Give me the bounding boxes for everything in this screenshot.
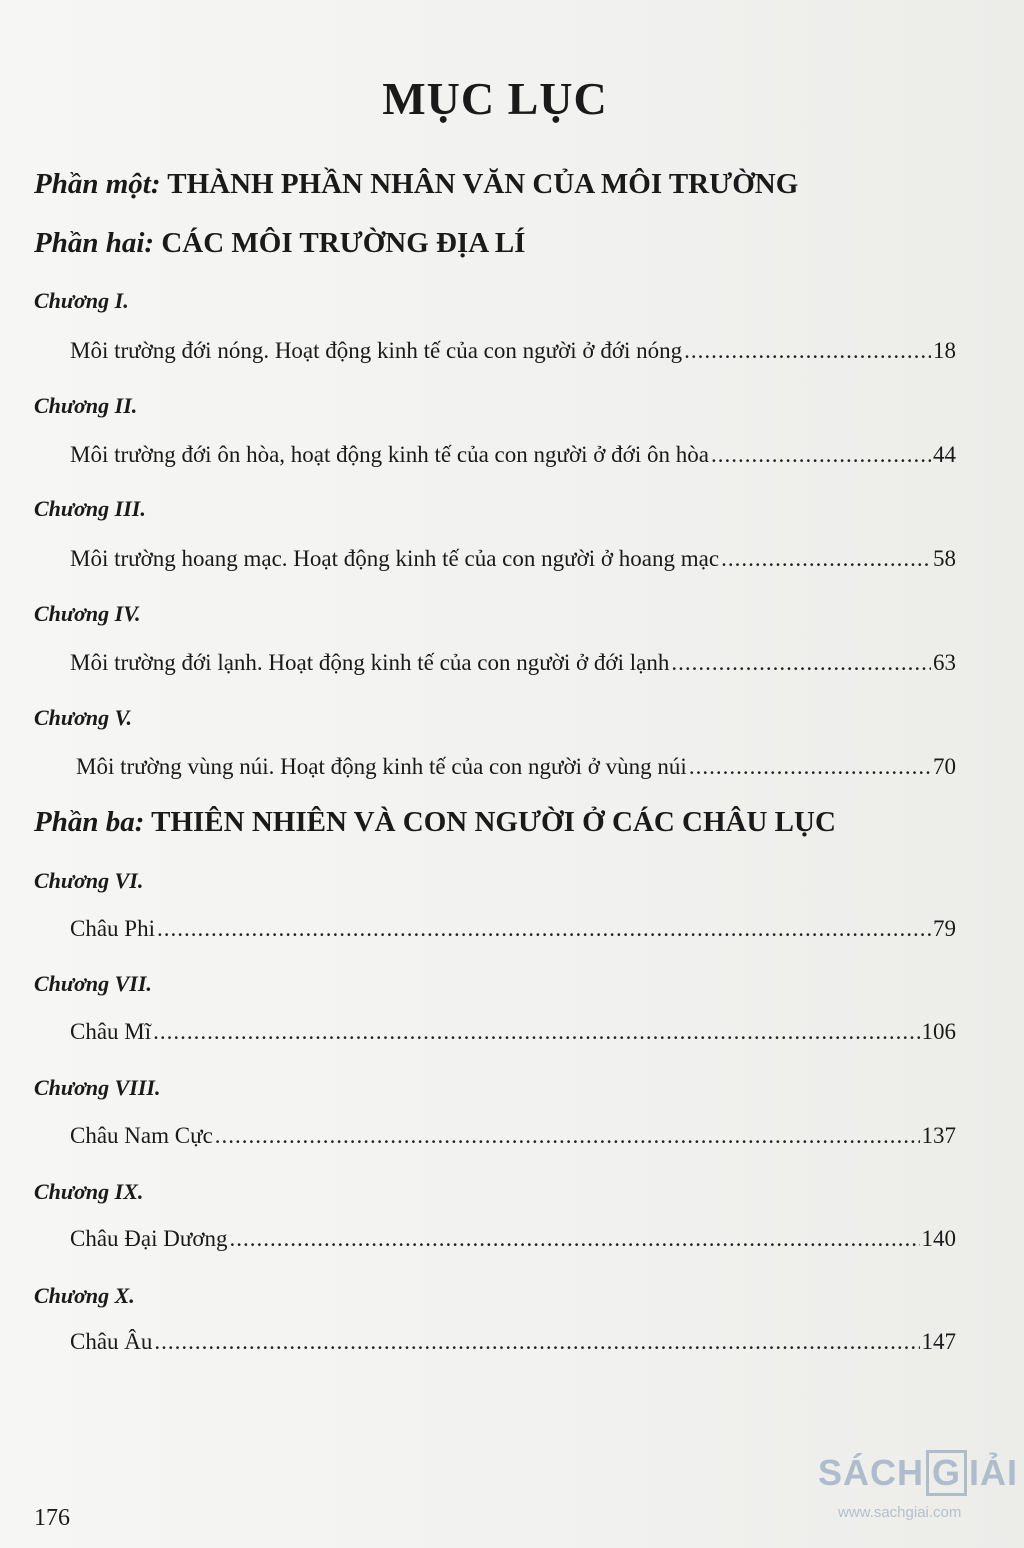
dot-leader xyxy=(215,1123,920,1149)
entry-page-number: 147 xyxy=(921,1329,956,1354)
dot-leader xyxy=(721,546,931,572)
chapter-label-9: Chương IX. xyxy=(34,1179,144,1204)
entry-title: Châu Âu xyxy=(70,1329,153,1354)
entry-title: Môi trường đới nóng. Hoạt động kinh tế của con người ở đới nóng xyxy=(70,338,683,363)
entry-page-number: 79 xyxy=(933,916,956,941)
entry-title: Môi trường hoang mạc. Hoạt động kinh tế của con người ở hoang mạc xyxy=(70,546,720,571)
entry-title: Châu Phi xyxy=(70,916,155,941)
part-prefix: Phần hai: xyxy=(34,227,155,259)
dot-leader xyxy=(689,754,931,780)
chapter-label-10: Chương X. xyxy=(34,1283,135,1308)
dot-leader xyxy=(153,1019,919,1045)
entry-title: Châu Nam Cực xyxy=(70,1123,213,1148)
toc-entry-1[interactable] xyxy=(70,338,956,364)
toc-entry-5[interactable] xyxy=(76,754,956,780)
dot-leader xyxy=(157,916,931,942)
toc-entry-2[interactable] xyxy=(70,442,956,468)
chapter-label-4: Chương IV. xyxy=(34,601,141,626)
entry-page-number: 140 xyxy=(921,1226,956,1251)
chapter-label-1: Chương I. xyxy=(34,288,129,313)
part-prefix: Phần một: xyxy=(34,168,161,200)
chapter-label-6: Chương VI. xyxy=(34,868,144,893)
toc-entry-10[interactable] xyxy=(70,1329,956,1355)
page-number: 176 xyxy=(34,1505,70,1531)
watermark-logo-box: G xyxy=(926,1450,967,1496)
part-title: THIÊN NHIÊN VÀ CON NGƯỜI Ở CÁC CHÂU LỤC xyxy=(151,806,836,838)
part-title: THÀNH PHẦN NHÂN VĂN CỦA MÔI TRƯỜNG xyxy=(167,168,799,200)
toc-entry-4[interactable] xyxy=(70,650,956,676)
part-heading-1 xyxy=(34,168,798,201)
part-title: CÁC MÔI TRƯỜNG ĐỊA LÍ xyxy=(161,227,526,259)
chapter-label-7: Chương VII. xyxy=(34,971,152,996)
dot-leader xyxy=(154,1329,919,1355)
watermark-url: www.sachgiai.com xyxy=(838,1504,962,1521)
dot-leader xyxy=(230,1226,920,1252)
dot-leader xyxy=(711,442,931,468)
watermark-logo-left: SÁCH xyxy=(818,1452,925,1493)
entry-title: Châu Mĩ xyxy=(70,1019,152,1044)
entry-title: Môi trường đới lạnh. Hoạt động kinh tế của con người ở đới lạnh xyxy=(70,650,670,675)
toc-entry-6[interactable] xyxy=(70,916,956,942)
dot-leader xyxy=(684,338,931,364)
chapter-label-5: Chương V. xyxy=(34,705,132,730)
chapter-label-3: Chương III. xyxy=(34,496,146,521)
entry-title: Châu Đại Dương xyxy=(70,1226,228,1251)
part-heading-3 xyxy=(34,806,836,839)
dot-leader xyxy=(671,650,931,676)
entry-page-number: 106 xyxy=(921,1019,956,1044)
entry-page-number: 18 xyxy=(933,338,956,363)
entry-title: Môi trường đới ôn hòa, hoạt động kinh tế của con người ở đới ôn hòa xyxy=(70,442,709,467)
part-heading-2 xyxy=(34,227,525,260)
watermark-logo-right: IẢI xyxy=(969,1452,1019,1493)
entry-page-number: 58 xyxy=(933,546,956,571)
entry-page-number: 137 xyxy=(921,1123,956,1148)
watermark xyxy=(818,1450,1018,1540)
toc-entry-7[interactable] xyxy=(70,1019,956,1045)
entry-page-number: 63 xyxy=(933,650,956,675)
part-prefix: Phần ba: xyxy=(34,806,145,838)
toc-entry-8[interactable] xyxy=(70,1123,956,1149)
watermark-logo xyxy=(818,1450,1018,1496)
entry-page-number: 44 xyxy=(933,442,956,467)
entry-title: Môi trường vùng núi. Hoạt động kinh tế của con người ở vùng núi xyxy=(76,754,687,779)
chapter-label-2: Chương II. xyxy=(34,393,138,418)
toc-entry-3[interactable] xyxy=(70,546,956,572)
entry-page-number: 70 xyxy=(933,754,956,779)
page-title: MỤC LỤC xyxy=(382,73,608,124)
toc-entry-9[interactable] xyxy=(70,1226,956,1252)
chapter-label-8: Chương VIII. xyxy=(34,1075,161,1100)
